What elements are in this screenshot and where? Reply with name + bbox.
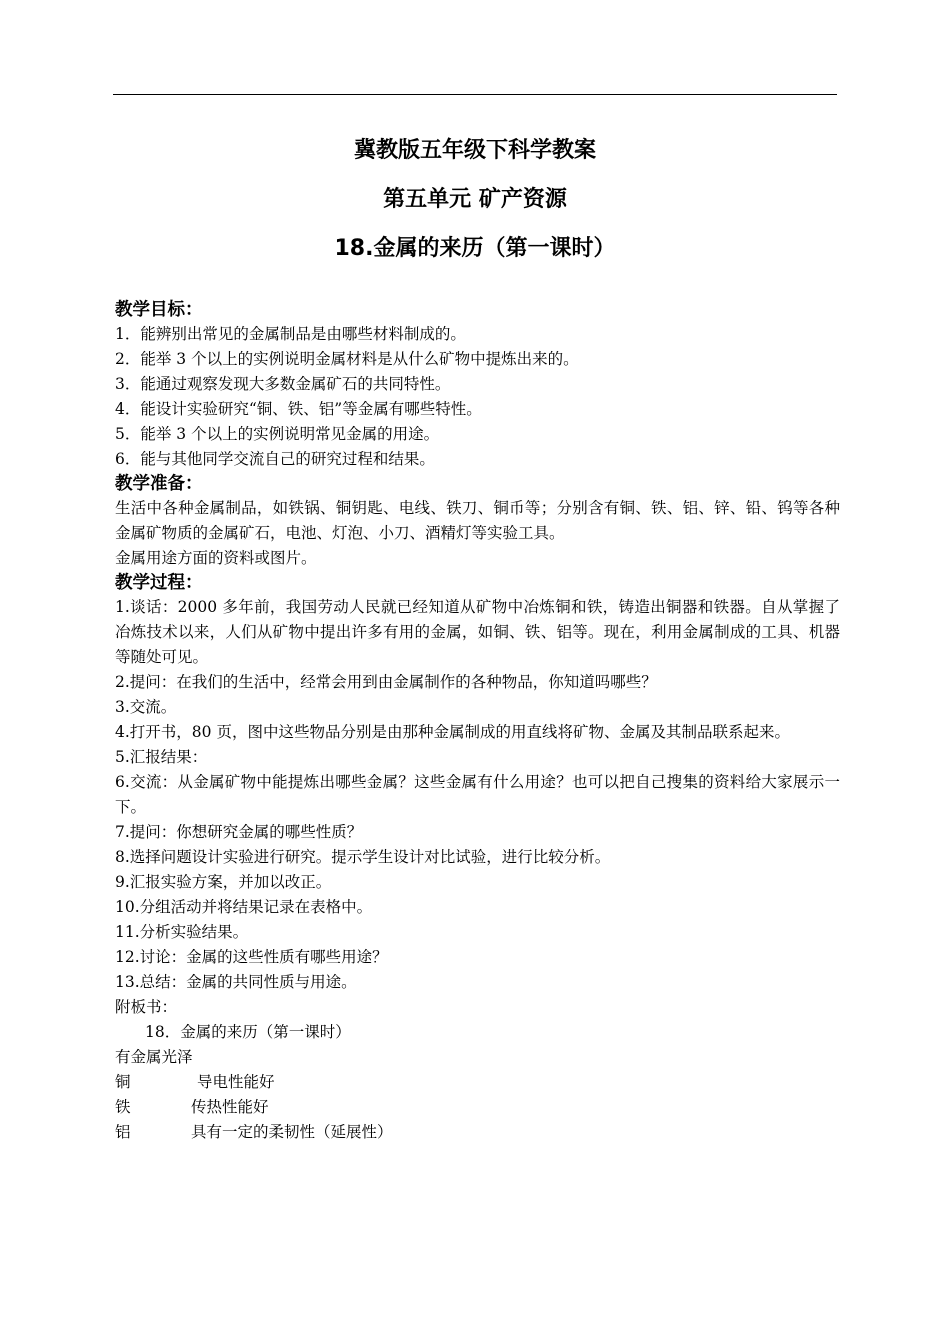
objective-item: 5．能举 3 个以上的实例说明常见金属的用途。 <box>115 425 440 443</box>
preparation-paragraph: 生活中各种金属制品，如铁锅、铜钥匙、电线、铁刀、铜币等；分别含有铜、铁、铝、锌、铅、钨等各种金属矿物质的金属矿石，电池、灯泡、小刀、酒精灯等实验工具。 <box>115 499 840 542</box>
objective-item: 3．能通过观察发现大多数金属矿石的共同特性。 <box>115 375 451 393</box>
objectives-heading: 教学目标： <box>115 300 203 320</box>
board-row <box>115 1120 840 1145</box>
process-step: 11.分析实验结果。 <box>115 923 249 941</box>
process-step: 5.汇报结果： <box>115 748 208 766</box>
preparation-paragraph: 金属用途方面的资料或图片。 <box>115 549 317 567</box>
unit-title: 第五单元 矿产资源 <box>383 187 567 212</box>
process-step: 7.提问：你想研究金属的哪些性质？ <box>115 823 363 841</box>
board-row <box>115 1095 840 1120</box>
process-heading: 教学过程： <box>115 573 203 593</box>
board-label: 附板书： <box>115 998 178 1016</box>
process-step: 1.谈话：2000 多年前，我国劳动人民就已经知道从矿物中冶炼铜和铁，铸造出铜器和铁器。自从掌握了冶炼技术以来，人们从矿物中提出许多有用的金属，如铜、铁、铝等。现在，利用金属制成的工具、机器等随处可见。 <box>115 598 840 666</box>
objective-item: 1．能辨别出常见的金属制品是由哪些材料制成的。 <box>115 325 466 343</box>
board-metal: 铜 <box>115 1073 131 1091</box>
objective-item: 6．能与其他同学交流自己的研究过程和结果。 <box>115 450 435 468</box>
board-property: 传热性能好 <box>191 1098 269 1116</box>
process-step: 3.交流。 <box>115 698 177 716</box>
document-title: 冀教版五年级下科学教案 <box>353 138 596 163</box>
process-step: 9.汇报实验方案，并加以改正。 <box>115 873 332 891</box>
objective-item: 4．能设计实验研究“铜、铁、铝”等金属有哪些特性。 <box>115 400 482 418</box>
board-top-line: 有金属光泽 <box>115 1048 193 1066</box>
lesson-title: 18.金属的来历（第一课时） <box>334 236 616 261</box>
board-row <box>115 1070 840 1095</box>
objective-item: 2．能举 3 个以上的实例说明金属材料是从什么矿物中提炼出来的。 <box>115 350 579 368</box>
board-metal: 铝 <box>115 1123 131 1141</box>
process-step: 6.交流：从金属矿物中能提炼出哪些金属？这些金属有什么用途？也可以把自己搜集的资料给大家展示一下。 <box>115 773 840 816</box>
process-step: 8.选择问题设计实验进行研究。提示学生设计对比试验，进行比较分析。 <box>115 848 611 866</box>
board-title: 18．金属的来历（第一课时） <box>145 1023 351 1041</box>
process-step: 12.讨论：金属的这些性质有哪些用途？ <box>115 948 388 966</box>
process-step: 13.总结：金属的共同性质与用途。 <box>115 973 357 991</box>
board-property: 具有一定的柔韧性（延展性） <box>191 1123 393 1141</box>
process-step: 2.提问：在我们的生活中，经常会用到由金属制作的各种物品，你知道吗哪些？ <box>115 673 657 691</box>
process-step: 10.分组活动并将结果记录在表格中。 <box>115 898 373 916</box>
document-body <box>115 298 840 1145</box>
board-property: 导电性能好 <box>197 1073 275 1091</box>
process-step: 4.打开书，80 页，图中这些物品分别是由那种金属制成的用直线将矿物、金属及其制品联系起来。 <box>115 723 790 741</box>
preparation-heading: 教学准备： <box>115 474 203 494</box>
board-metal: 铁 <box>115 1098 131 1116</box>
header-rule <box>113 94 837 95</box>
